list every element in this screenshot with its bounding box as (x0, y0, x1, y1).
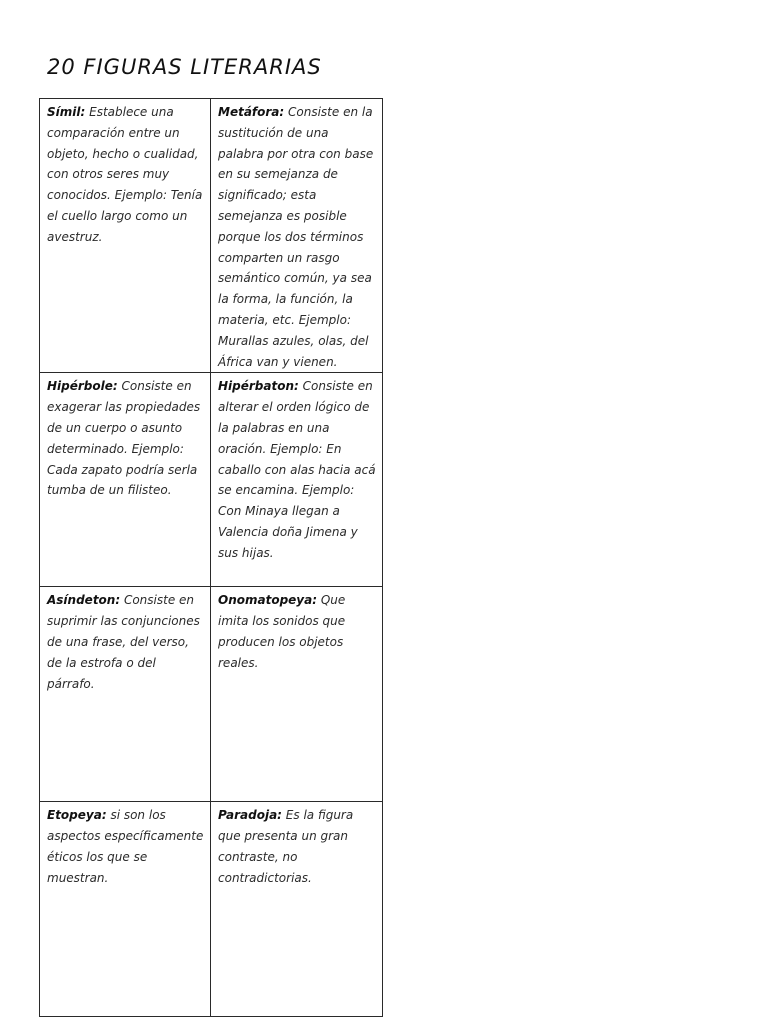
table-row (40, 587, 383, 802)
term-label: Símil: (47, 105, 86, 119)
term-definition: Establece una comparación entre un objeto, hecho o cualidad, con otros seres muy conocidos. Ejemplo: Tenía el cuello largo como un avestruz. (47, 105, 203, 244)
term-definition: Es la figura que presenta un gran contraste, no contradictorias. (218, 808, 354, 885)
term-definition: Consiste en alterar el orden lógico de la palabras en una oración. Ejemplo: En caballo con alas hacia acá se encamina. Ejemplo: Con Minaya llegan a Valencia doña Jimena y sus hijas. (218, 379, 376, 560)
cell-simil (40, 99, 211, 373)
term-label: Hipérbaton: (218, 379, 299, 394)
term-definition: si son los aspectos específicamente éticos los que se muestran. (47, 808, 204, 885)
term-label: Asíndeton: (47, 593, 121, 608)
term-label: Onomatopeya: (218, 593, 318, 608)
term-definition: Consiste en exagerar las propiedades de un cuerpo o asunto determinado. Ejemplo: Cada zapato podría serla tumba de un filisteo. (47, 379, 201, 498)
cell-hiperbaton (211, 373, 383, 587)
term-definition: Consiste en la sustitución de una palabra por otra con base en su semejanza de significado; esta semejanza es posible porque los dos términos comparten un rasgo semántico común, ya sea la forma, la función, la materia, etc. Ejemplo: Murallas azules, olas, del África van y vienen. (218, 105, 374, 369)
term-definition: Consiste en suprimir las conjunciones de una frase, del verso, de la estrofa o del párrafo. (47, 593, 200, 691)
term-label: Paradoja: (218, 808, 282, 823)
table-row (40, 99, 383, 373)
page-title: 20 FIGURAS LITERARIAS (47, 55, 322, 79)
term-label: Metáfora: (218, 105, 285, 119)
cell-paradoja (211, 802, 383, 1017)
term-label: Hipérbole: (47, 379, 118, 394)
term-definition: Que imita los sonidos que producen los objetos reales. (218, 593, 346, 670)
cell-etopeya (40, 802, 211, 1017)
cell-metafora (211, 99, 383, 373)
cell-hiperbole (40, 373, 211, 587)
term-label: Etopeya: (47, 808, 107, 823)
cell-onomatopeya (211, 587, 383, 802)
table-row (40, 802, 383, 1017)
cell-asindeton (40, 587, 211, 802)
figures-table (39, 98, 383, 1017)
table-row (40, 373, 383, 587)
